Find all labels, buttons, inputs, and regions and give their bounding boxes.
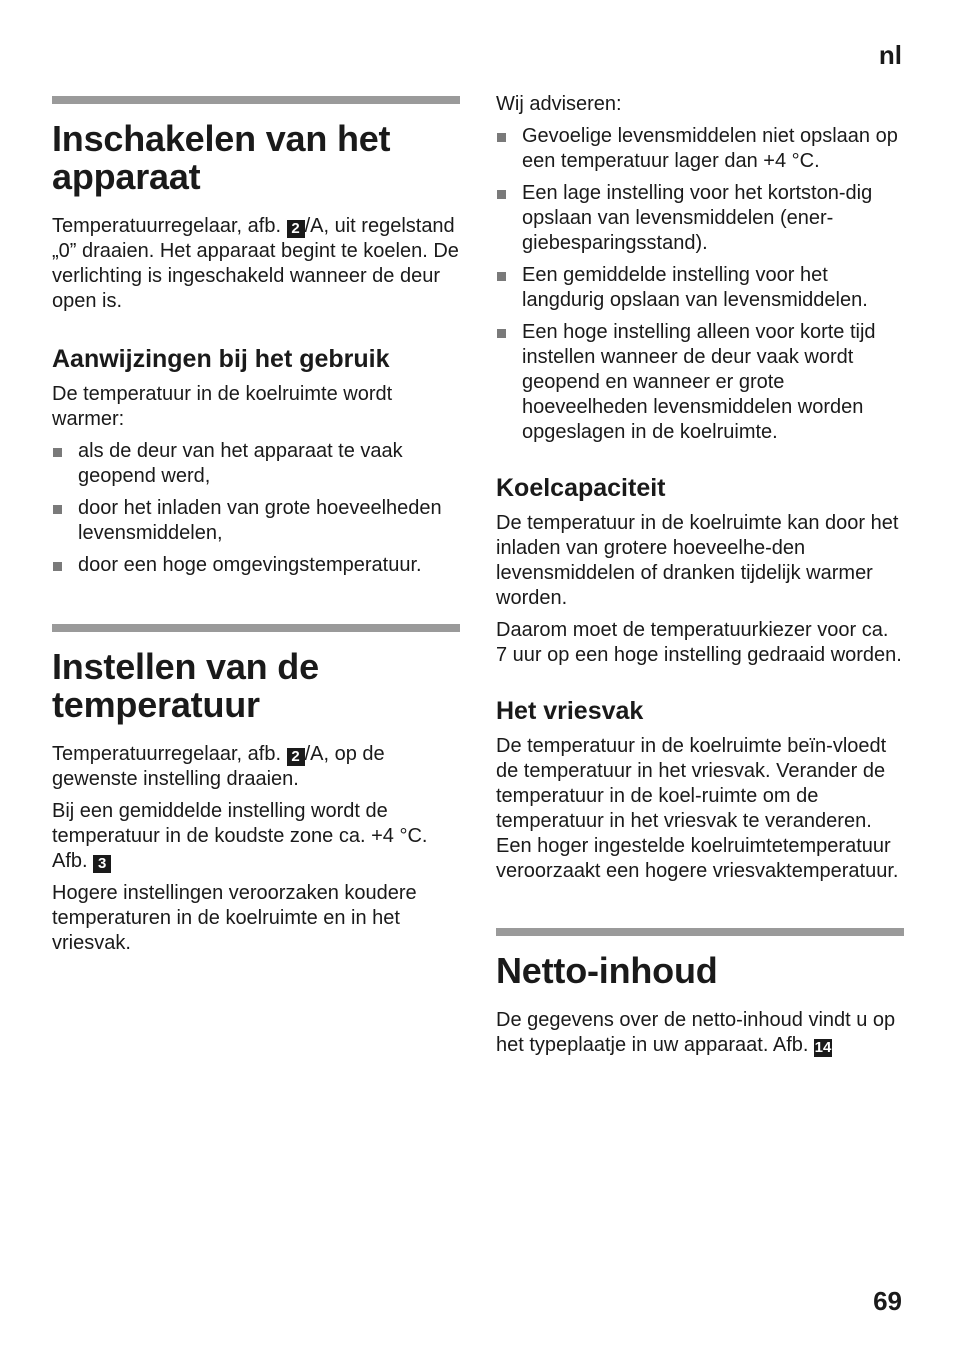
list-item: Gevoelige levensmiddelen niet opslaan op een temperatuur lager dan +4 °C. (496, 124, 904, 174)
figure-ref-icon: 2 (287, 748, 305, 766)
left-column (52, 0, 460, 963)
list-item: Een gemiddelde instelling voor het langdurig opslaan van levensmiddelen. (496, 263, 904, 313)
figure-ref-icon: 2 (287, 220, 305, 238)
paragraph-netto: De gegevens over de netto-inhoud vindt u op het typeplaatje in uw apparaat. Afb. 14 (496, 1009, 896, 1056)
list-item: door het inladen van grote hoeveelheden levensmiddelen, (52, 496, 460, 546)
heading-aanwijzingen: Aanwijzingen bij het gebruik (52, 345, 390, 373)
paragraph-koel-2: Daarom moet de temperatuurkiezer voor ca. 7 uur op een hoge instelling gedraaid worden. (496, 619, 902, 666)
paragraph-vriesvak: De temperatuur in de koelruimte beïn-vloedt de temperatuur in het vriesvak. Verander de temperatuur in de koel-ruimte om de temperatuur in het vriesvak te veranderen. Een hoger ingestelde koelruimtetemperatuur veroorzaakt een hogere vriesvaktemperatuur. (496, 735, 899, 882)
list-item: Een lage instelling voor het kortston-dig opslaan van levensmiddelen (ener-giebesparingsstand). (496, 181, 904, 256)
section-rule (496, 928, 904, 936)
right-column (496, 0, 904, 1065)
section-rule (52, 96, 460, 104)
section-rule (52, 624, 460, 632)
heading-koelcapaciteit: Koelcapaciteit (496, 474, 666, 502)
figure-ref-icon: 3 (93, 855, 111, 873)
heading-vriesvak: Het vriesvak (496, 697, 644, 725)
paragraph-instellen-2: Bij een gemiddelde instelling wordt de temperatuur in de koudste zone ca. +4 °C. Afb. 3 (52, 800, 428, 872)
paragraph-instellen-3: Hogere instellingen veroorzaken koudere temperaturen in de koelruimte en in het vriesvak. (52, 882, 417, 954)
list-aanwijzingen (52, 439, 460, 578)
figure-ref-icon: 14 (814, 1039, 832, 1056)
list-item: door een hoge omgevingstemperatuur. (52, 553, 460, 578)
heading-netto-inhoud: Netto-inhoud (496, 950, 718, 991)
paragraph-inschakelen: Temperatuurregelaar, afb. 2 /A, uit regelstand „0” draaien. Het apparaat begint te koelen. De verlichting is ingeschakeld wanneer de deur open is. (52, 215, 459, 312)
paragraph-advice-intro: Wij adviseren: (496, 93, 622, 115)
list-item: als de deur van het apparaat te vaak geopend werd, (52, 439, 460, 489)
heading-inschakelen: Inschakelen van het apparaat (52, 118, 391, 197)
paragraph-koel-1: De temperatuur in de koelruimte kan door het inladen van grotere hoeveelhe-den levensmiddelen of dranken tijdelijk warmer worden. (496, 512, 899, 609)
heading-instellen: Instellen van de temperatuur (52, 646, 319, 725)
paragraph-instellen-1: Temperatuurregelaar, afb. 2 /A, op de gewenste instelling draaien. (52, 743, 385, 790)
list-item: Een hoge instelling alleen voor korte tijd instellen wanneer de deur vaak wordt geopend en wanneer er grote hoeveelheden levensmiddelen worden opgeslagen in de koelruimte. (496, 320, 904, 445)
page-number: 69 (873, 1286, 902, 1316)
list-advice (496, 124, 904, 445)
paragraph-aanwijzingen-intro: De temperatuur in de koelruimte wordt warmer: (52, 383, 393, 430)
language-label: nl (878, 40, 902, 70)
